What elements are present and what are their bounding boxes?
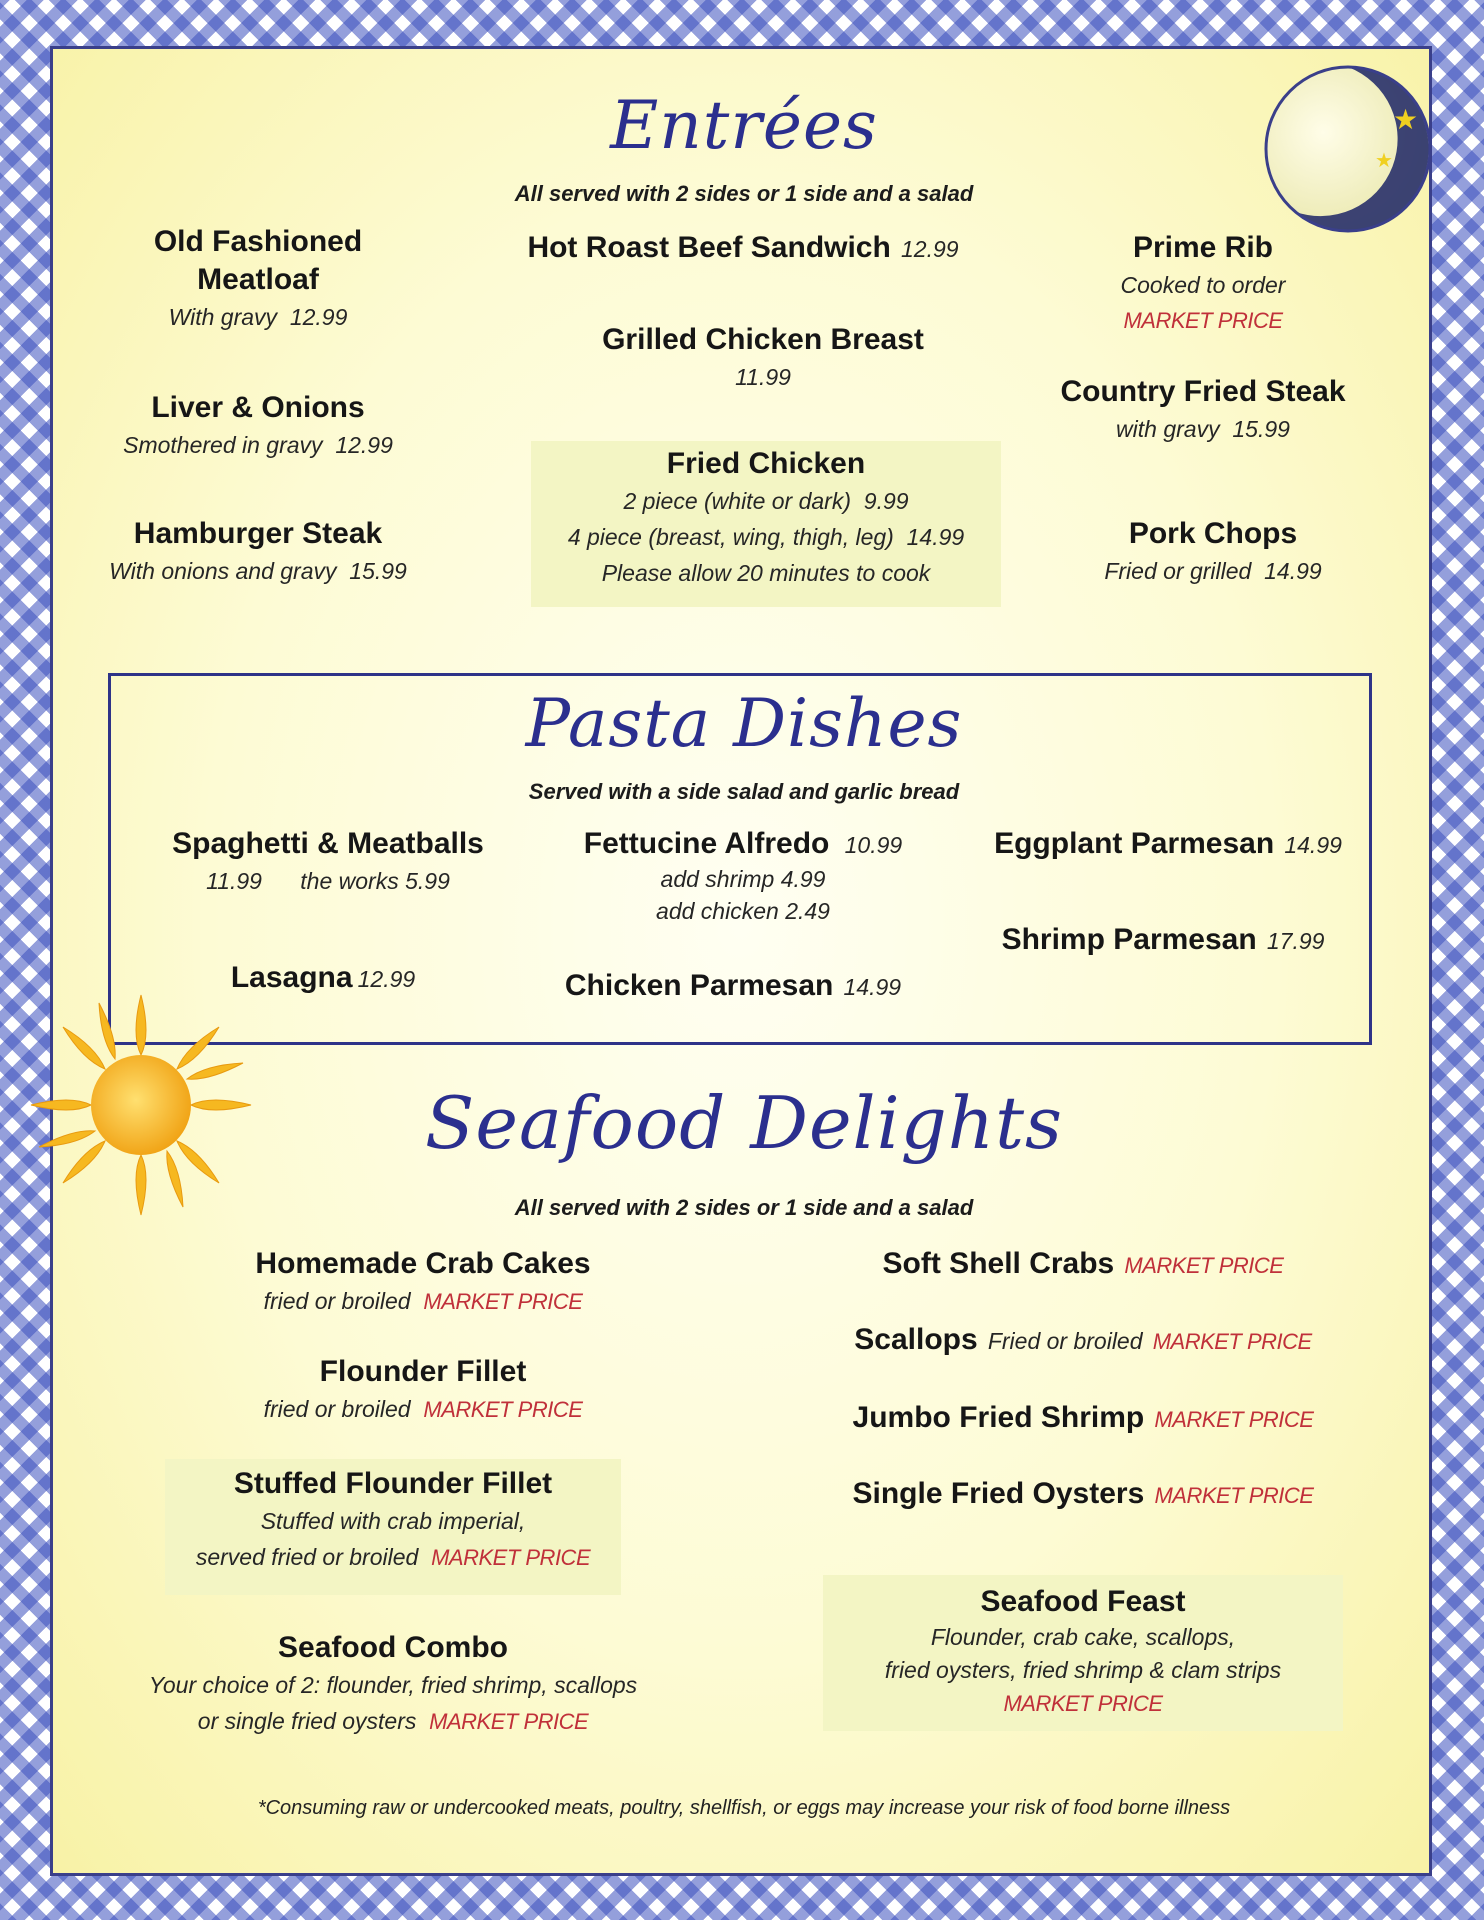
item-fettucine xyxy=(533,825,953,927)
svg-text:★: ★ xyxy=(1393,103,1419,136)
item-name: Meatloaf xyxy=(197,263,319,296)
item-name: Old Fashioned xyxy=(153,225,363,258)
item-price: 4.99 xyxy=(780,866,826,892)
item-desc: fried or broiled xyxy=(263,1288,411,1314)
item-name: Hamburger Steak xyxy=(133,517,383,550)
item-soft-shell-crabs xyxy=(833,1245,1333,1283)
item-price: MARKET PRICE xyxy=(423,1397,583,1422)
item-seafood-feast xyxy=(823,1575,1343,1731)
item-name: Scallops xyxy=(854,1323,978,1356)
menu-page xyxy=(50,46,1432,1876)
item-desc: Fried or broiled xyxy=(987,1328,1143,1354)
item-shrimp-parmesan xyxy=(953,921,1373,959)
item-price: 10.99 xyxy=(844,832,903,858)
seafood-title: Seafood Delights xyxy=(425,1081,1063,1165)
item-desc: 4 piece (breast, wing, thigh, leg) xyxy=(567,524,894,550)
item-price: 14.99 xyxy=(843,974,902,1000)
item-desc: add shrimp xyxy=(660,866,775,892)
item-price: MARKET PRICE xyxy=(1123,308,1283,333)
item-price: 12.99 xyxy=(289,304,348,330)
item-name: Spaghetti & Meatballs xyxy=(172,827,484,860)
item-fried-chicken xyxy=(531,441,1001,607)
item-desc: Your choice of 2: flounder, fried shrimp, scallops xyxy=(148,1672,638,1698)
item-name: Liver & Onions xyxy=(151,391,365,424)
item-price: MARKET PRICE xyxy=(1124,1253,1284,1278)
item-eggplant-parmesan xyxy=(943,825,1393,863)
item-name: Fettucine Alfredo xyxy=(583,827,830,860)
item-meatloaf xyxy=(93,223,423,335)
item-hamburger-steak xyxy=(63,515,453,589)
item-desc: fried or broiled xyxy=(263,1396,411,1422)
item-desc: 2 piece (white or dark) xyxy=(623,488,851,514)
item-desc: the works xyxy=(300,868,399,894)
item-price: 11.99 xyxy=(206,868,262,894)
item-name: Prime Rib xyxy=(1132,231,1274,264)
item-desc: Smothered in gravy xyxy=(123,432,323,458)
item-price: 14.99 xyxy=(1284,832,1342,858)
item-scallops xyxy=(823,1321,1343,1359)
item-name: Chicken Parmesan xyxy=(564,969,834,1002)
item-price: MARKET PRICE xyxy=(431,1545,591,1570)
entrees-title: Entrées xyxy=(610,87,878,164)
item-price: 14.99 xyxy=(1264,558,1322,584)
item-liver-onions xyxy=(73,389,443,463)
seafood-subtitle: All served with 2 sides or 1 side and a salad xyxy=(514,1195,974,1220)
item-name: Seafood Feast xyxy=(980,1585,1186,1618)
item-jumbo-shrimp xyxy=(823,1399,1343,1437)
item-price: MARKET PRICE xyxy=(1154,1483,1314,1508)
svg-text:★: ★ xyxy=(1375,148,1393,172)
item-single-oysters xyxy=(823,1475,1343,1513)
item-price: 9.99 xyxy=(863,488,909,514)
item-country-fried-steak xyxy=(1033,373,1373,447)
item-desc: with gravy xyxy=(1116,416,1220,442)
item-price: MARKET PRICE xyxy=(423,1289,583,1314)
item-price: 2.49 xyxy=(785,898,830,924)
item-roast-beef xyxy=(493,229,993,267)
item-name: Jumbo Fried Shrimp xyxy=(852,1401,1145,1434)
item-prime-rib xyxy=(1053,229,1353,339)
item-crab-cakes xyxy=(213,1245,633,1320)
item-name: Fried Chicken xyxy=(666,447,866,480)
item-price: 17.99 xyxy=(1266,928,1325,954)
item-name: Pork Chops xyxy=(1128,517,1298,550)
item-desc: Flounder, crab cake, scallops, xyxy=(930,1624,1236,1650)
item-desc: With gravy xyxy=(168,304,278,330)
item-price: 15.99 xyxy=(349,558,407,584)
item-name: Hot Roast Beef Sandwich xyxy=(527,231,891,264)
item-desc: Stuffed with crab imperial, xyxy=(260,1508,526,1534)
item-desc: Cooked to order xyxy=(1120,272,1286,298)
item-name: Stuffed Flounder Fillet xyxy=(233,1467,553,1500)
item-name: Country Fried Steak xyxy=(1060,375,1346,408)
item-note: Please allow 20 minutes to cook xyxy=(601,560,931,586)
item-desc: With onions and gravy xyxy=(109,558,337,584)
item-price: 5.99 xyxy=(405,868,450,894)
item-price: MARKET PRICE xyxy=(429,1709,589,1734)
item-desc: served fried or broiled xyxy=(195,1544,419,1570)
item-pork-chops xyxy=(1053,515,1373,589)
item-desc: Fried or grilled xyxy=(1104,558,1252,584)
pasta-title: Pasta Dishes xyxy=(525,685,963,762)
item-name: Single Fried Oysters xyxy=(852,1477,1145,1510)
item-price: 14.99 xyxy=(906,524,965,550)
item-desc: add chicken xyxy=(656,898,779,924)
item-flounder-fillet xyxy=(213,1353,633,1428)
item-price: MARKET PRICE xyxy=(1003,1691,1163,1716)
item-spaghetti xyxy=(133,825,523,899)
item-name: Lasagna xyxy=(230,961,353,994)
item-name: Eggplant Parmesan xyxy=(994,827,1275,860)
item-price: 11.99 xyxy=(735,364,791,390)
pasta-subtitle: Served with a side salad and garlic bread xyxy=(528,779,960,804)
item-price: 15.99 xyxy=(1232,416,1290,442)
entrees-subtitle: All served with 2 sides or 1 side and a salad xyxy=(514,181,974,206)
disclaimer: *Consuming raw or undercooked meats, poultry, shellfish, or eggs may increase your risk of food borne illness xyxy=(257,1797,1231,1819)
item-name: Seafood Combo xyxy=(278,1631,508,1664)
item-price: MARKET PRICE xyxy=(1154,1407,1314,1432)
item-grilled-chicken xyxy=(553,321,973,395)
item-price: 12.99 xyxy=(335,432,393,458)
item-price: 12.99 xyxy=(901,236,959,262)
item-seafood-combo xyxy=(123,1629,663,1740)
item-price: 12.99 xyxy=(357,966,416,992)
item-desc: or single fried oysters xyxy=(197,1708,417,1734)
item-name: Homemade Crab Cakes xyxy=(255,1247,591,1280)
item-name: Soft Shell Crabs xyxy=(882,1247,1115,1280)
item-stuffed-flounder xyxy=(165,1459,621,1595)
item-name: Flounder Fillet xyxy=(319,1355,527,1388)
item-name: Grilled Chicken Breast xyxy=(602,323,924,356)
item-chicken-parmesan xyxy=(523,967,943,1005)
item-name: Shrimp Parmesan xyxy=(1001,923,1257,956)
item-price: MARKET PRICE xyxy=(1152,1329,1312,1354)
item-desc: fried oysters, fried shrimp & clam strips xyxy=(884,1657,1282,1683)
